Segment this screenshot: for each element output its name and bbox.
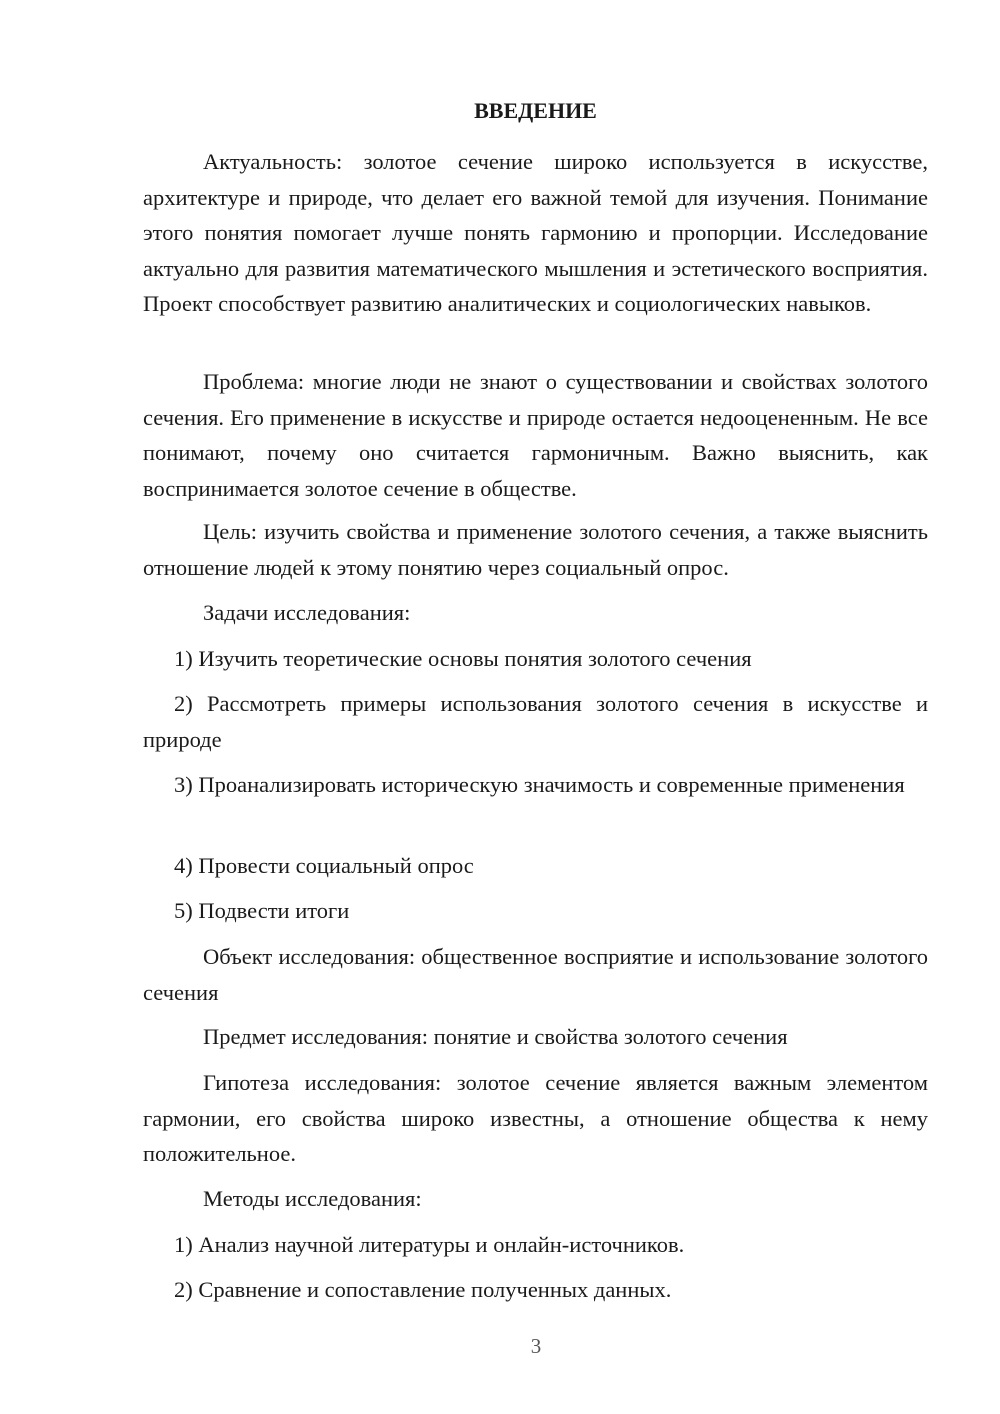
task-item-3: 3) Проанализировать историческую значимость и современные применения	[174, 772, 905, 797]
method-item-2: 2) Сравнение и сопоставление полученных данных.	[174, 1277, 672, 1302]
method-item-1: 1) Анализ научной литературы и онлайн-источников.	[174, 1232, 685, 1257]
page-number: 3	[530, 1334, 542, 1358]
task-item-1: 1) Изучить теоретические основы понятия золотого сечения	[174, 646, 752, 671]
hypothesis-paragraph: Гипотеза исследования: золотое сечение является важным элементом гармонии, его свойства широко известны, а отношение общества к нему положительное.	[143, 1070, 928, 1166]
problem-paragraph: Проблема: многие люди не знают о существовании и свойствах золотого сечения. Его применение в искусстве и природе остается недооцененным. Не все понимают, почему оно считается гармоничным. Важно выяснить, как воспринимается золотое сечение в обществе.	[143, 369, 928, 501]
goal-paragraph: Цель: изучить свойства и применение золотого сечения, а также выяснить отношение людей к этому понятию через социальный опрос.	[143, 519, 928, 580]
object-paragraph: Объект исследования: общественное восприятие и использование золотого сечения	[143, 944, 928, 1005]
task-item-2: 2) Рассмотреть примеры использования золотого сечения в искусстве и природе	[143, 691, 928, 752]
section-heading: ВВЕДЕНИЕ	[474, 98, 597, 123]
task-item-4: 4) Провести социальный опрос	[174, 853, 474, 878]
tasks-heading: Задачи исследования:	[203, 600, 411, 625]
subject-paragraph: Предмет исследования: понятие и свойства золотого сечения	[203, 1024, 788, 1049]
task-item-5: 5) Подвести итоги	[174, 898, 350, 923]
relevance-paragraph: Актуальность: золотое сечение широко используется в искусстве, архитектуре и природе, что делает его важной темой для изучения. Понимание этого понятия помогает лучше понять гармонию и пропорции. Исследование актуально для развития математического мышления и эстетического восприятия. Проект способствует развитию аналитических и социологических навыков.	[143, 149, 928, 316]
methods-heading: Методы исследования:	[203, 1186, 422, 1211]
